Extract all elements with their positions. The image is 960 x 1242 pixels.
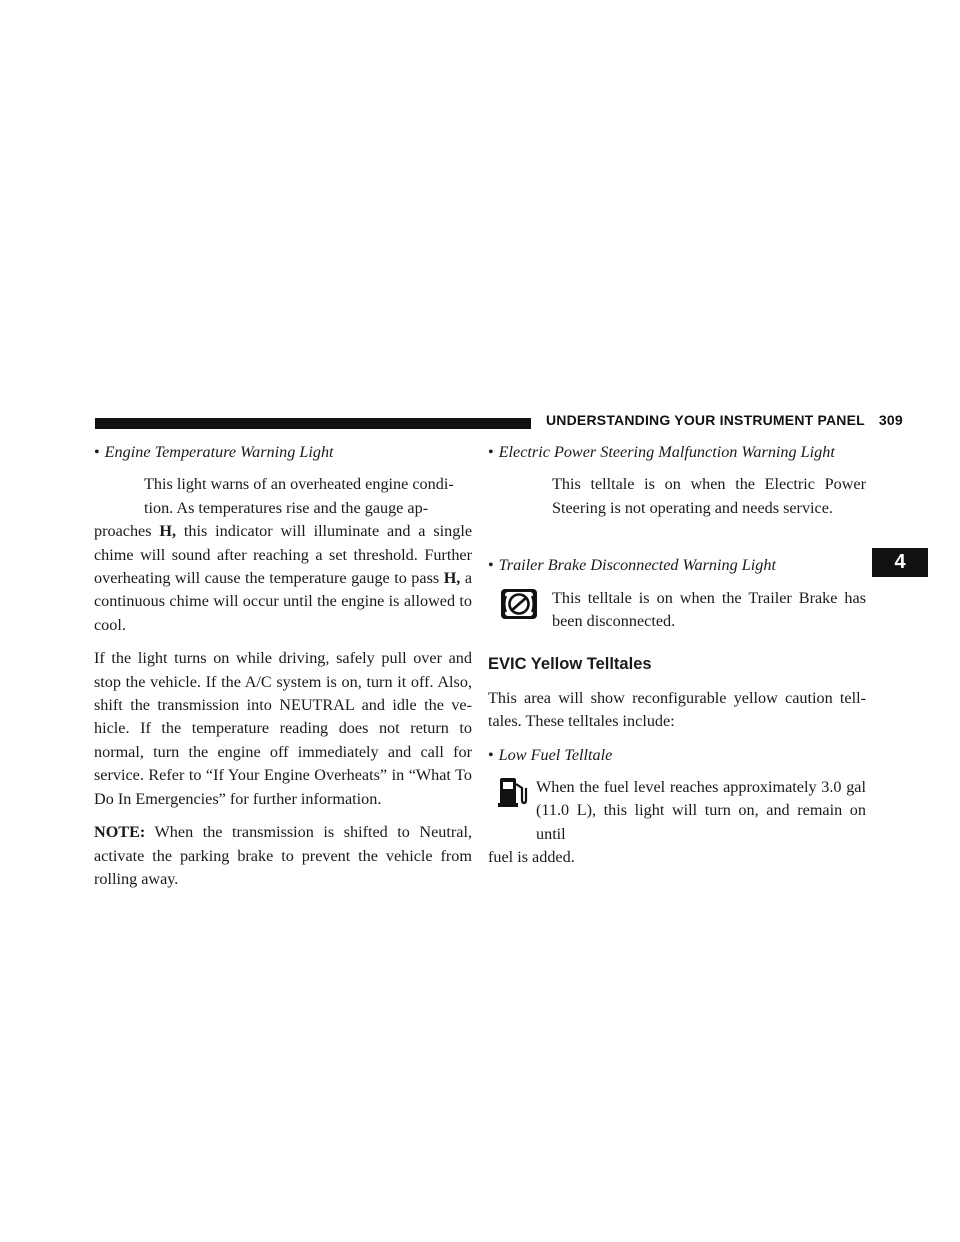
fuel-text: When the fuel level reaches approximately 3.0 gal (11.0 L), this light will turn on, and remain on until xyxy=(536,778,866,843)
fuel-text-end: fuel is added. xyxy=(488,848,575,867)
trailer-brake-disconnected-icon xyxy=(500,588,538,620)
bullet-dot: • xyxy=(94,443,100,461)
fuel-row xyxy=(488,776,866,846)
low-fuel-icon xyxy=(498,776,528,808)
bullet-trailer xyxy=(488,554,866,577)
bullet-eps xyxy=(488,441,866,464)
section-title: EVIC Yellow Telltales xyxy=(488,655,652,674)
chapter-tab: 4 xyxy=(872,548,928,577)
engine-temp-h-2: H, xyxy=(443,569,461,588)
engine-temp-text-c: a continuous chime will occur until the engine is allowed to cool. xyxy=(94,569,473,634)
eps-text: This telltale is on when the Electric Power Steering is not operating and needs service. xyxy=(552,475,866,517)
note-paragraph xyxy=(94,821,472,891)
running-header xyxy=(546,412,946,428)
engine-temp-text-a: proaches xyxy=(94,522,152,541)
trailer-row xyxy=(488,587,866,634)
engine-temp-line-1: This light warns of an overheated engine condi- xyxy=(144,475,454,494)
right-column xyxy=(488,441,866,870)
bullet-dot: • xyxy=(488,443,494,461)
header-rule xyxy=(95,418,531,429)
header-title: UNDERSTANDING YOUR INSTRUMENT PANEL xyxy=(546,412,865,428)
bullet-dot: • xyxy=(488,745,494,764)
overheat-instructions: If the light turns on while driving, safely pull over and stop the vehicle. If the A/C system is on, turn it off. Also, shift the transmission into NEUTRAL and idle the ve- hicle. If the temperature reading does not return to normal, turn the engine off immediately and call for service. Refer to “If Your Engine Overheats” in “What To Do In Emergencies” for further information. xyxy=(94,649,472,808)
trailer-title: Trailer Brake Disconnected Warning Light xyxy=(498,556,776,575)
engine-temp-text-b: this indicator will illuminate and a single chime will sound after reaching a set threshold. Further overheating will cause the temperature gauge to pass xyxy=(94,522,472,588)
note-label: NOTE: xyxy=(94,823,146,842)
trailer-text: This telltale is on when the Trailer Brake has been disconnected. xyxy=(552,588,866,631)
eps-title: Electric Power Steering Malfunction Warning Light xyxy=(498,443,835,461)
engine-temp-title: Engine Temperature Warning Light xyxy=(104,443,334,461)
bullet-engine-temp xyxy=(94,441,472,464)
bullet-dot: • xyxy=(488,556,494,575)
engine-temp-h-1: H, xyxy=(159,522,177,541)
engine-temp-line-2: tion. As temperatures rise and the gauge ap- xyxy=(144,498,429,517)
note-text: When the transmission is shifted to Neutral, activate the parking brake to prevent the vehicle from rolling away. xyxy=(94,823,473,888)
engine-temp-body xyxy=(94,520,472,637)
left-column xyxy=(94,441,472,891)
bullet-fuel xyxy=(488,744,866,767)
page-number: 309 xyxy=(878,412,903,428)
section-intro: This area will show reconfigurable yellow caution tell- tales. These telltales include: xyxy=(488,688,866,731)
fuel-title: Low Fuel Telltale xyxy=(498,745,613,764)
